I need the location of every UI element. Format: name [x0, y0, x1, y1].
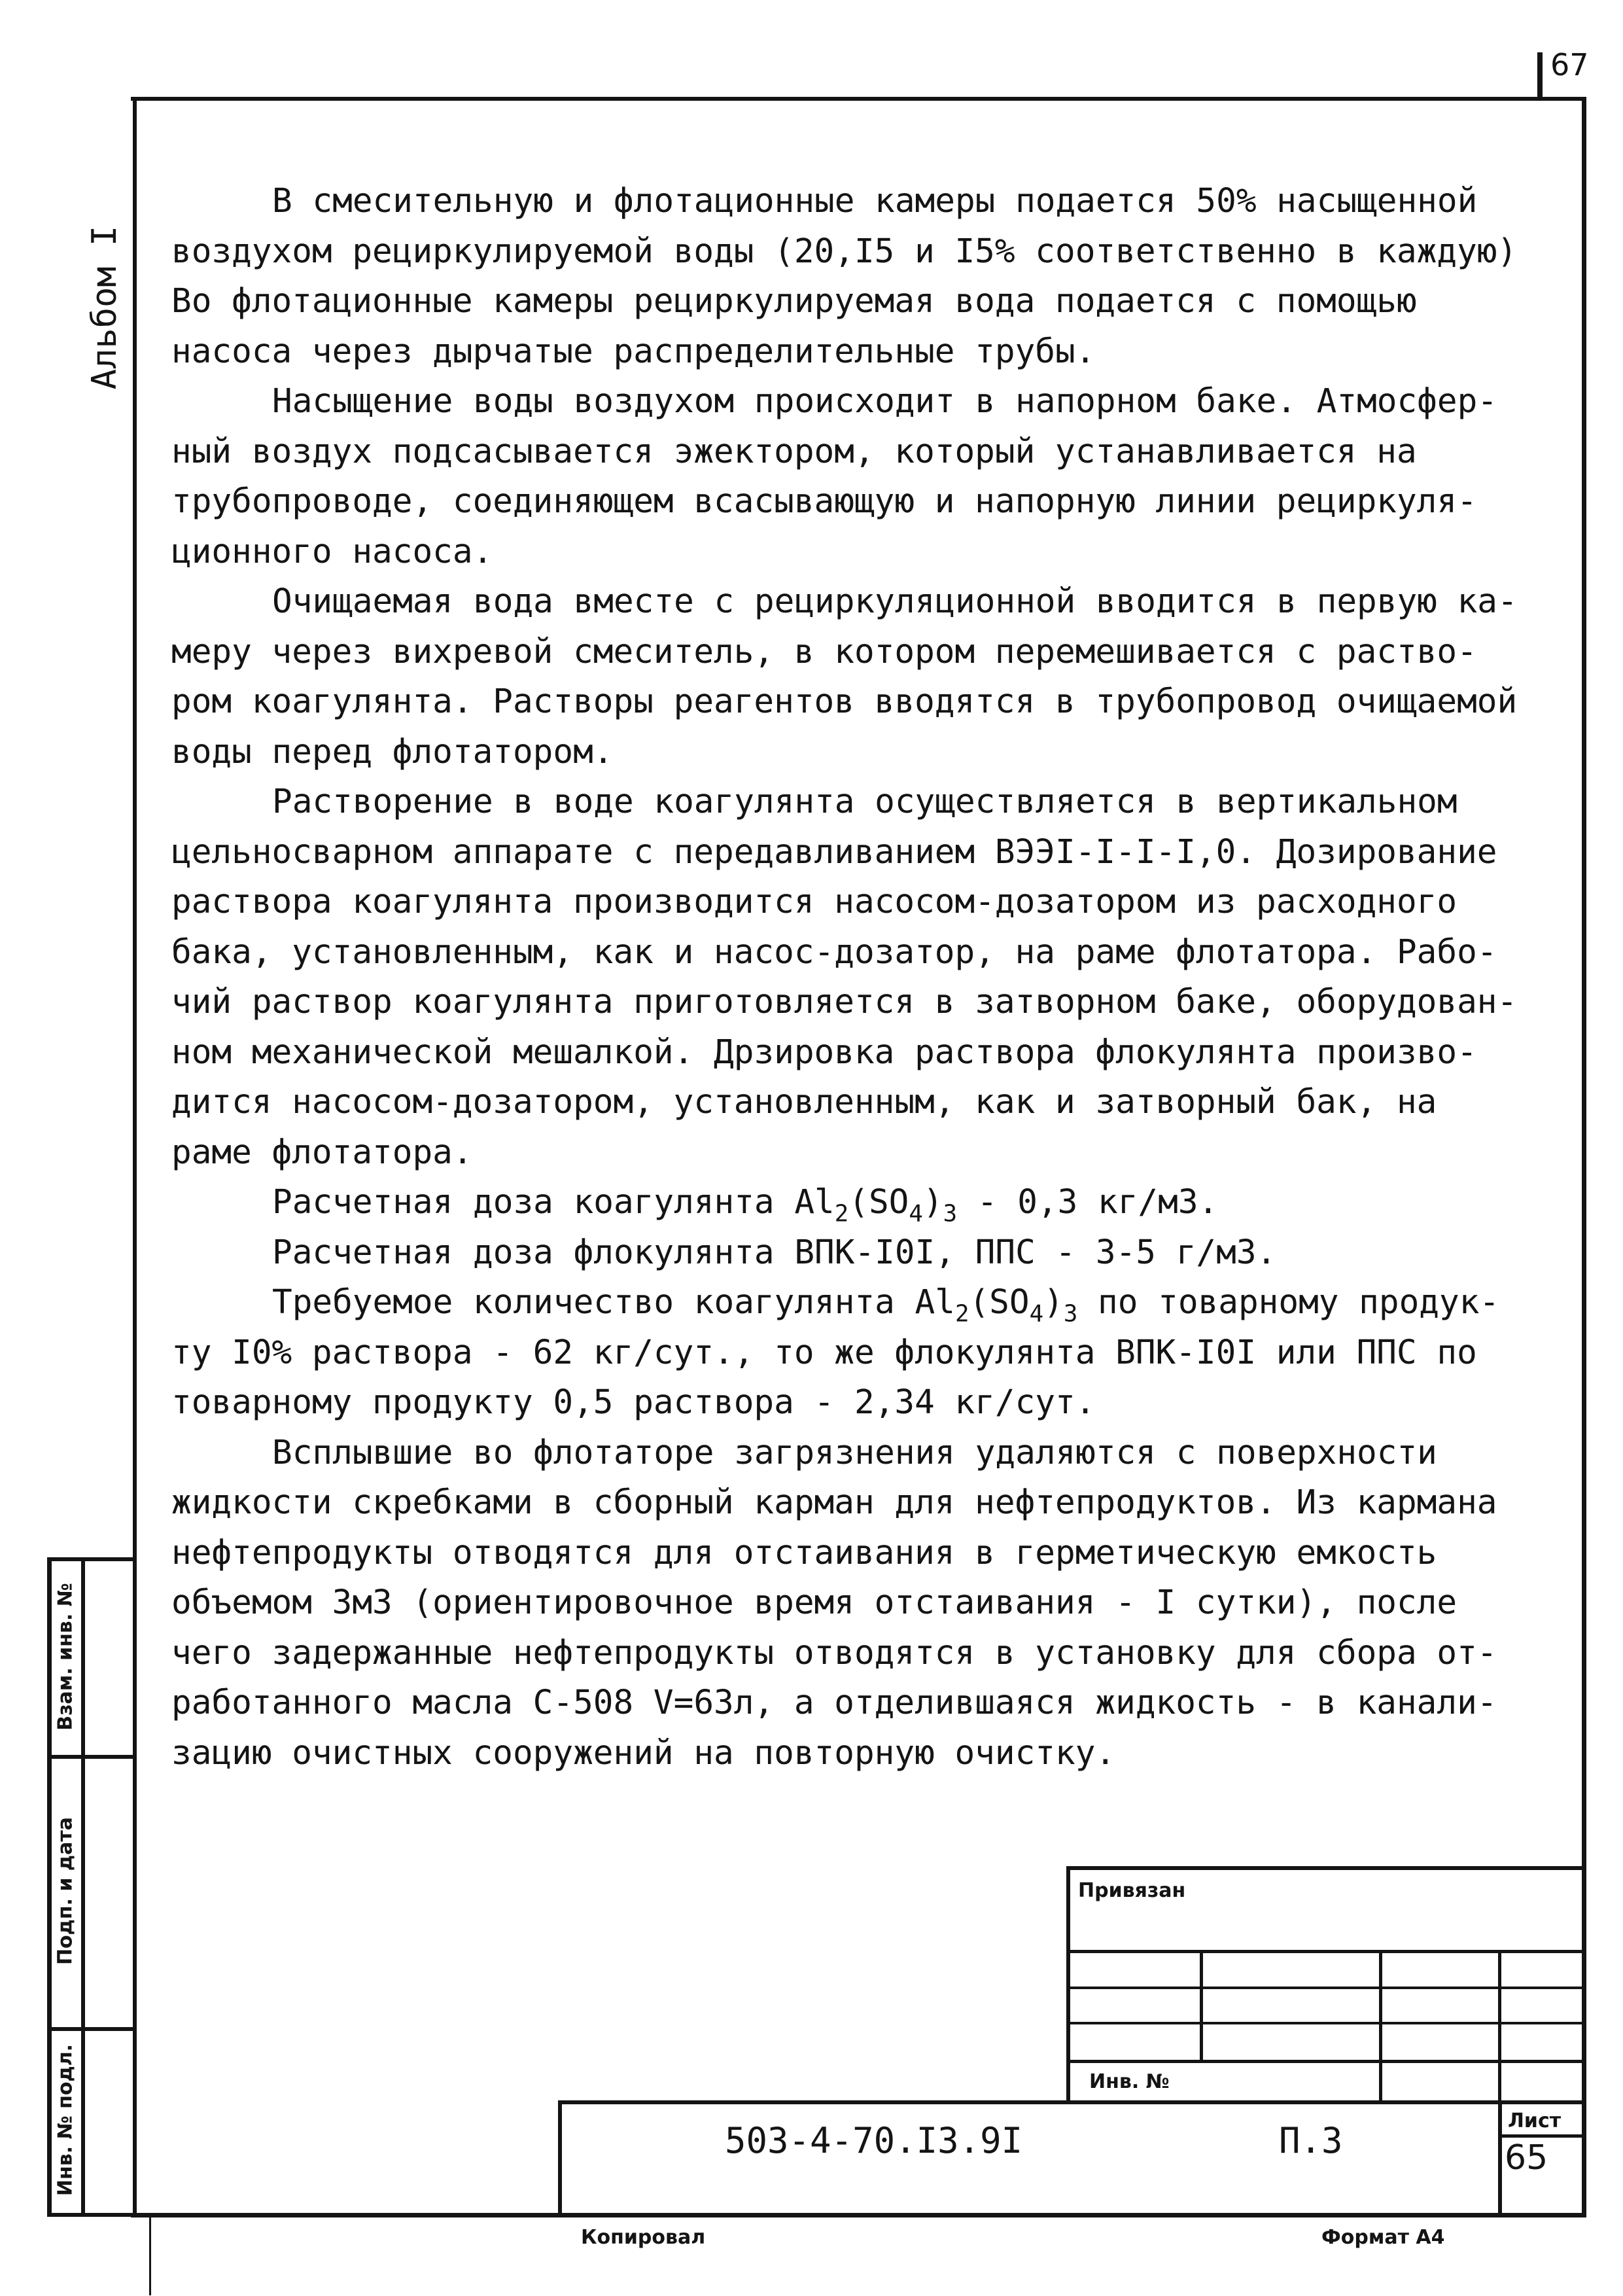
tb-col-2: [1379, 1950, 1382, 2102]
text-line: Всплывшие во флотаторе загрязнения удаляются с поверхности: [272, 1433, 1437, 1472]
text-line: ном механической мешалкой. Дрзировка раствора флокулянта произво-: [171, 1033, 1477, 1072]
frame-top: [131, 97, 1586, 101]
text-line: Насыщение воды воздухом происходит в напорном баке. Атмосфер-: [272, 382, 1497, 421]
stamp-divider-1: [47, 1755, 136, 1759]
text-line: чий раствор коагулянта приготовляется в затворном баке, оборудован-: [171, 983, 1518, 1021]
text-line: воды перед флотатором.: [171, 732, 614, 771]
binding-line: [149, 2217, 151, 2295]
frame-left: [133, 97, 137, 2217]
text-line: дится насосом-дозатором, установленным, как и затворный бак, на: [171, 1083, 1437, 1122]
inv-no-label: Инв. №: [1089, 2070, 1170, 2093]
tb-row-1: [1066, 1950, 1586, 1953]
tb-row-2: [1066, 1987, 1586, 1989]
text-line: зацию очистных сооружений на повторную очистку.: [171, 1733, 1116, 1773]
stamp-vzam-inv: Взам. инв. №: [54, 1583, 77, 1731]
sheet-cell-divider: [1498, 2134, 1586, 2138]
text-line: ционного насоса.: [171, 532, 493, 571]
tb-row-3: [1066, 2022, 1586, 2024]
document-section: П.3: [1279, 2120, 1343, 2161]
top-page-number: 67: [1550, 47, 1589, 82]
tb-col-3: [1498, 1950, 1501, 2102]
text-line: воздухом рециркулируемой воды (20,I5 и I5% соответственно в каждую): [171, 232, 1518, 271]
doc-block-left: [558, 2100, 562, 2217]
required-coagulant-line: Требуемое количество коагулянта $Al_2(SO_4)_3$ по товарному продук-: [272, 1283, 1500, 1328]
text-line: ром коагулянта. Растворы реагентов вводятся в трубопровод очищаемой: [171, 682, 1518, 721]
stamp-outer-left: [47, 1557, 52, 2217]
flocculant-dose-line: Расчетная доза флокулянта ВПК-I0I, ППС - 3-5 г/м3.: [272, 1233, 1277, 1272]
sheet-cell-left: [1498, 2100, 1502, 2217]
text-line: товарному продукту 0,5 раствора - 2,34 кг/сут.: [171, 1383, 1096, 1422]
document-code: 503-4-70.I3.9I: [725, 2120, 1023, 2161]
text-line: цельносварном аппарате с передавливанием ВЭЭI-I-I-I,0. Дозирование: [171, 832, 1497, 872]
text-line: Растворение в воде коагулянта осуществляется в вертикальном: [272, 783, 1457, 821]
stamp-inv-podl: Инв. № подл.: [54, 2043, 77, 2197]
text-line: чего задержанные нефтепродукты отводятся в установку для сбора от-: [171, 1633, 1497, 1672]
format-label: Формат А4: [1321, 2226, 1445, 2249]
tb-col-1: [1200, 1950, 1203, 2063]
text-line: В смесительную и флотационные камеры подается 50% насыщенной: [272, 182, 1478, 221]
text-line: насоса через дырчатые распределительные трубы.: [171, 332, 1096, 371]
text-line: ту I0% раствора - 62 кг/сут., то же флокулянта ВПК-I0I или ППС по: [171, 1333, 1477, 1372]
sheet-number: 65: [1505, 2138, 1548, 2178]
text-line: нефтепродукты отводятся для отстаивания в герметическую емкость: [171, 1533, 1437, 1572]
frame-right: [1582, 97, 1586, 2217]
text-line: меру через вихревой смеситель, в котором перемешивается с раство-: [171, 632, 1477, 671]
stamp-podp-data: Подп. и дата: [54, 1816, 77, 1966]
stamp-bottom: [47, 2213, 136, 2217]
stamp-top: [47, 1557, 136, 1561]
text-line: Очищаемая вода вместе с рециркуляционной вводится в первую ка-: [272, 582, 1518, 621]
album-label: Альбом I: [85, 225, 124, 390]
text-line: трубопроводе, соединяющем всасывающую и напорную линии рециркуля-: [171, 482, 1477, 521]
copied-label: Копировал: [581, 2226, 706, 2249]
body-text: [171, 177, 1539, 1778]
page-number-bar: [1537, 52, 1543, 99]
text-line: объемом 3м3 (ориентировочное время отстаивания - I сутки), после: [171, 1583, 1457, 1622]
frame-bottom: [131, 2213, 1586, 2217]
text-line: работанного масла С-508 V=63л, а отделившаяся жидкость - в канали-: [171, 1684, 1497, 1722]
stamp-inner-divider: [81, 1557, 85, 2217]
text-line: раствора коагулянта производится насосом-дозатором из расходного: [171, 883, 1457, 921]
text-line: жидкости скребками в сборный карман для нефтепродуктов. Из кармана: [171, 1483, 1497, 1522]
tb-row-4: [1066, 2060, 1586, 2063]
stamp-divider-2: [47, 2027, 136, 2031]
tb-left: [1066, 1866, 1070, 2102]
text-line: ный воздух подсасывается эжектором, который устанавливается на: [171, 432, 1417, 471]
text-line: раме флотатора.: [171, 1133, 473, 1172]
doc-block-top: [558, 2100, 1586, 2104]
text-line: Во флотационные камеры рециркулируемая вода подается с помощью: [171, 282, 1417, 321]
tb-top: [1066, 1866, 1586, 1870]
sheet-label: Лист: [1508, 2110, 1562, 2132]
privyazan-label: Привязан: [1078, 1879, 1186, 1902]
text-line: бака, установленным, как и насос-дозатор, на раме флотатора. Рабо-: [171, 932, 1497, 972]
coagulant-dose-line: Расчетная доза коагулянта $Al_2(SO_4)_3 - 0,3$ кг/м3.: [272, 1183, 1219, 1227]
